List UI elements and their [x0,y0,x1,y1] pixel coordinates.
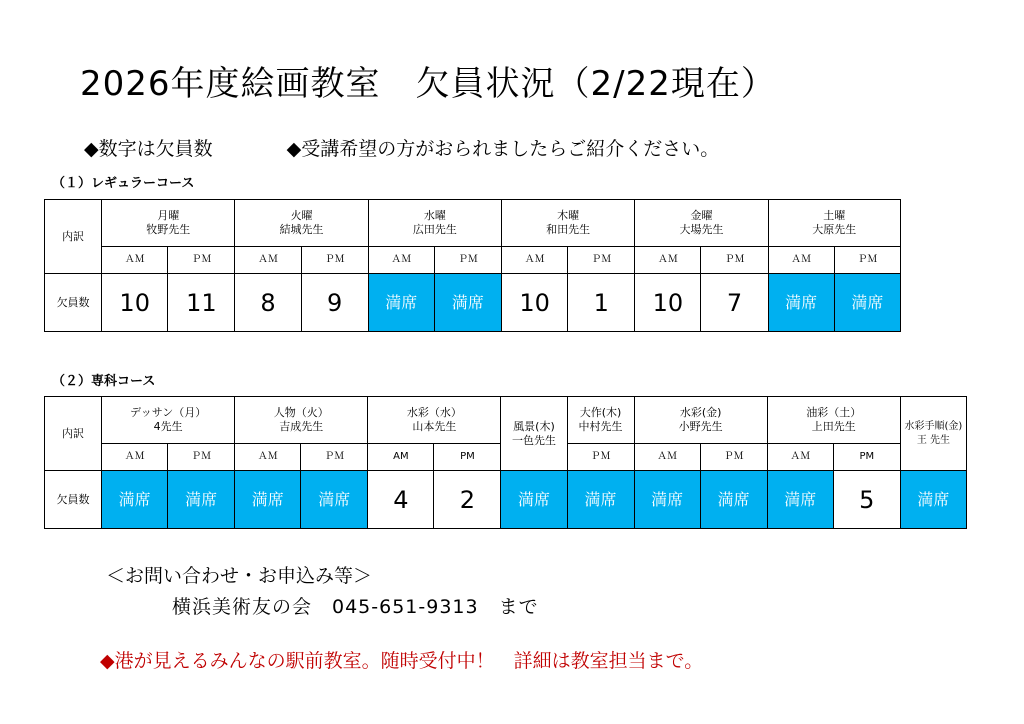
vacancy-cell-full: 満席 [235,471,301,529]
am-label: ＡＭ [235,247,301,274]
row-label-vacancies: 欠員数 [45,471,102,529]
am-label: ＡＭ [235,444,301,471]
pm-label: ＰＭ [301,247,368,274]
vacancy-cell-full: 満席 [368,274,434,332]
pm-label: ＰＭ [701,247,768,274]
vacancy-cell: 2 [434,471,501,529]
day-header-thu: 木曜 和田先生 [502,200,635,247]
am-label: ＡＭ [102,444,168,471]
vacancy-cell-full: 満席 [768,274,834,332]
pm-label: PM [833,444,900,471]
vacancy-cell: 10 [635,274,701,332]
day-header-wed: 水曜 広田先生 [368,200,501,247]
regular-course-heading: （１）レギュラーコース [52,176,195,191]
am-label: ＡＭ [767,444,833,471]
am-label: ＡＭ [634,444,700,471]
pm-label: ＰＭ [700,444,767,471]
vacancy-cell-full: 満席 [168,471,235,529]
vacancy-cell: 11 [168,274,235,332]
row-label-vacancies: 欠員数 [45,274,102,332]
am-label: ＡＭ [368,247,434,274]
day-header-fri: 金曜 大場先生 [635,200,768,247]
note-vacancy-numbers: ◆数字は欠員数 [84,138,213,160]
pm-label: ＰＭ [301,444,368,471]
regular-course-table [44,199,901,332]
pm-label: ＰＭ [168,247,235,274]
vacancy-cell-full: 満席 [102,471,168,529]
am-label: ＡＭ [502,247,568,274]
pm-label: ＰＭ [834,247,900,274]
vacancy-cell: 1 [568,274,635,332]
notes [84,134,719,161]
pm-label: PM [434,444,501,471]
course-header-dessin: デッサン（月） 4先生 [102,397,235,444]
am-label: ＡＭ [768,247,834,274]
contact-heading: ＜お問い合わせ・お申込み等＞ [106,565,373,587]
special-course-table [44,396,967,529]
am-label: AM [368,444,434,471]
special-course-heading: （２）専科コース [52,374,156,389]
course-header-large-work: 大作(木) 中村先生 [567,397,634,444]
vacancy-cell: 10 [502,274,568,332]
vacancy-cell: 5 [833,471,900,529]
pm-label: ＰＭ [567,444,634,471]
day-header-sat: 土曜 大原先生 [768,200,900,247]
footer-notice: ◆港が見えるみんなの駅前教室。随時受付中！ 詳細は教室担当まで。 [100,650,704,672]
day-header-mon: 月曜 牧野先生 [102,200,235,247]
vacancy-cell-full: 満席 [501,471,567,529]
pm-label: ＰＭ [568,247,635,274]
course-header-landscape: 風景(木) 一色先生 [501,397,567,471]
vacancy-cell: 10 [102,274,168,332]
vacancy-cell: 7 [701,274,768,332]
contact-line: 横浜美術友の会 045-651-9313 まで [172,596,539,618]
vacancy-cell: 9 [301,274,368,332]
row-label-breakdown: 内訳 [45,200,102,274]
vacancy-cell-full: 満席 [301,471,368,529]
note-referral: ◆受講希望の方がおられましたらご紹介ください。 [286,138,720,160]
day-header-tue: 火曜 結城先生 [235,200,368,247]
course-header-watercolor-steps: 水彩手順(金) 王 先生 [900,397,966,471]
am-label: ＡＭ [635,247,701,274]
am-label: ＡＭ [102,247,168,274]
vacancy-cell-full: 満席 [767,471,833,529]
course-header-watercolor-wed: 水彩（水） 山本先生 [368,397,501,444]
course-header-watercolor-fri: 水彩(金) 小野先生 [634,397,767,444]
page-title: 2026年度絵画教室 欠員状況（2/22現在） [80,64,776,104]
vacancy-cell-full: 満席 [700,471,767,529]
vacancy-cell-full: 満席 [834,274,900,332]
vacancy-cell-full: 満席 [434,274,501,332]
vacancy-cell: 8 [235,274,301,332]
pm-label: ＰＭ [168,444,235,471]
vacancy-cell: 4 [368,471,434,529]
pm-label: ＰＭ [434,247,501,274]
vacancy-cell-full: 満席 [634,471,700,529]
row-label-breakdown: 内訳 [45,397,102,471]
vacancy-cell-full: 満席 [567,471,634,529]
course-header-figure: 人物（火） 吉成先生 [235,397,368,444]
course-header-oil: 油彩（土） 上田先生 [767,397,900,444]
vacancy-cell-full: 満席 [900,471,966,529]
